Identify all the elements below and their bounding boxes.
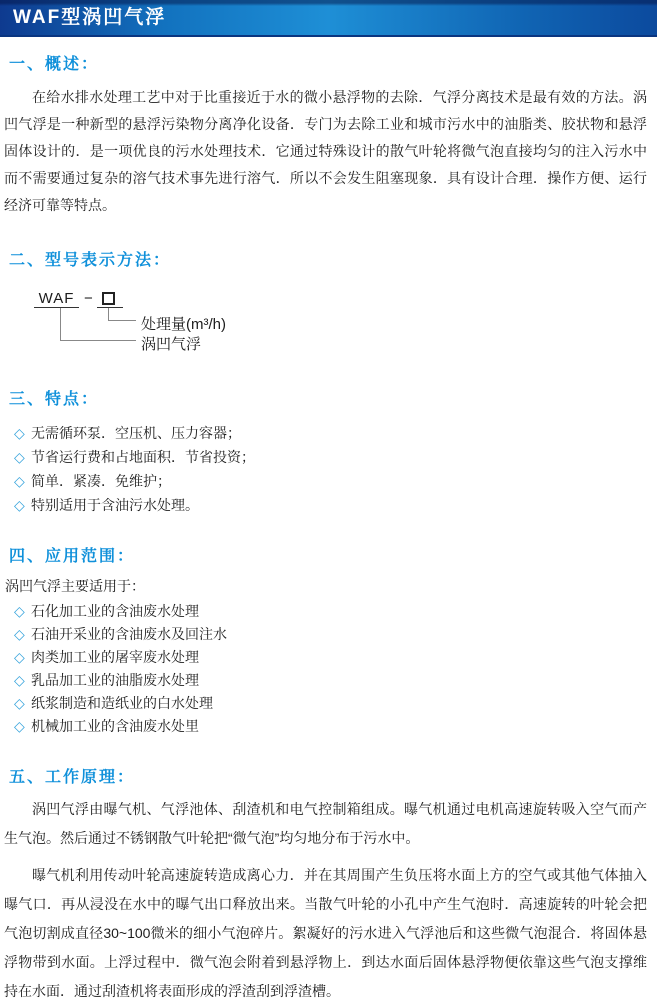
applications-list (4, 600, 647, 738)
connector-line-name (60, 308, 136, 341)
model-dash: − (84, 290, 93, 307)
list-item (4, 469, 647, 493)
list-item (4, 493, 647, 517)
list-item (4, 600, 647, 623)
diamond-bullet-icon: ◇ (14, 449, 25, 465)
section-heading-principle: 五、工作原理： (9, 769, 136, 786)
feature-text: 无需循环泵．空压机、压力容器； (31, 425, 241, 441)
principle-paragraph-2: 曝气机利用传动叶轮高速旋转造成离心力．并在其周围产生负压将水面上方的空气或其他气体抽入曝气口．再从浸没在水中的曝气出口释放出来。当散气叶轮的小孔中产生气泡时．高速旋转的叶轮会把气泡切割成直径30~100微米的细小气泡碎片。絮凝好的污水进入气浮池后和这些微气泡混合．将固体悬浮物带到水面。上浮过程中．微气泡会附着到悬浮物上．到达水面后固体悬浮物便依靠这些气泡支撑维持在水面．通过刮渣机将表面形成的浮渣刮到浮渣槽。 (4, 867, 647, 999)
list-item (4, 623, 647, 646)
overview-paragraph: 在给水排水处理工艺中对于比重接近于水的微小悬浮物的去除．气浮分离技术是最有效的方法。涡凹气浮是一种新型的悬浮污染物分离净化设备．专门为去除工业和城市污水中的油脂类、胶状物和悬浮固体设计的．是一项优良的污水处理技术．它通过特殊设计的散气叶轮将微气泡直接均匀的注入污水中而不需要通过复杂的溶气技术事先进行溶气．所以不会发生阻塞现象．具有设计合理．操作方便、运行经济可靠等特点。 (4, 89, 647, 213)
diamond-bullet-icon: ◇ (14, 603, 25, 619)
features-list (4, 421, 647, 517)
list-item (4, 669, 647, 692)
document-body (0, 51, 657, 1006)
application-text: 石化加工业的含油废水处理 (31, 603, 199, 619)
diamond-bullet-icon: ◇ (14, 672, 25, 688)
diamond-bullet-icon: ◇ (14, 473, 25, 489)
section-heading-overview: 一、概述： (9, 56, 100, 73)
list-item (4, 692, 647, 715)
model-code: WAF (34, 290, 79, 308)
diamond-bullet-icon: ◇ (14, 695, 25, 711)
diamond-bullet-icon: ◇ (14, 649, 25, 665)
flotation-name-label: 涡凹气浮 (141, 336, 202, 353)
applications-intro: 涡凹气浮主要适用于： (5, 578, 145, 594)
model-designation-diagram (4, 290, 647, 356)
application-text: 机械加工业的含油废水处里 (31, 718, 199, 734)
diamond-bullet-icon: ◇ (14, 497, 25, 513)
diamond-bullet-icon: ◇ (14, 718, 25, 734)
diamond-bullet-icon: ◇ (14, 425, 25, 441)
application-text: 乳品加工业的油脂废水处理 (31, 672, 199, 688)
capacity-label: 处理量(m³/h) (141, 316, 226, 333)
feature-text: 节省运行费和占地面积．节省投资； (31, 449, 255, 465)
section-heading-features: 三、特点： (9, 391, 100, 408)
principle-paragraph-1: 涡凹气浮由曝气机、气浮池体、刮渣机和电气控制箱组成。曝气机通过电机高速旋转吸入空气而产生气泡。然后通过不锈钢散气叶轮把“微气泡”均匀地分布于污水中。 (4, 801, 647, 846)
list-item (4, 421, 647, 445)
list-item (4, 715, 647, 738)
section-heading-applications: 四、应用范围： (9, 548, 136, 565)
section-heading-model: 二、型号表示方法： (9, 252, 172, 269)
application-text: 纸浆制造和造纸业的白水处理 (31, 695, 213, 711)
diamond-bullet-icon: ◇ (14, 626, 25, 642)
list-item (4, 445, 647, 469)
application-text: 石油开采业的含油废水及回注水 (31, 626, 227, 642)
page-title: WAF型涡凹气浮 (13, 7, 167, 28)
feature-text: 特别适用于含油污水处理。 (31, 497, 199, 513)
application-text: 肉类加工业的屠宰废水处理 (31, 649, 199, 665)
spec-placeholder-box (102, 292, 115, 305)
page-title-bar (0, 0, 657, 37)
list-item (4, 646, 647, 669)
feature-text: 简单．紧凑．免维护； (31, 473, 171, 489)
